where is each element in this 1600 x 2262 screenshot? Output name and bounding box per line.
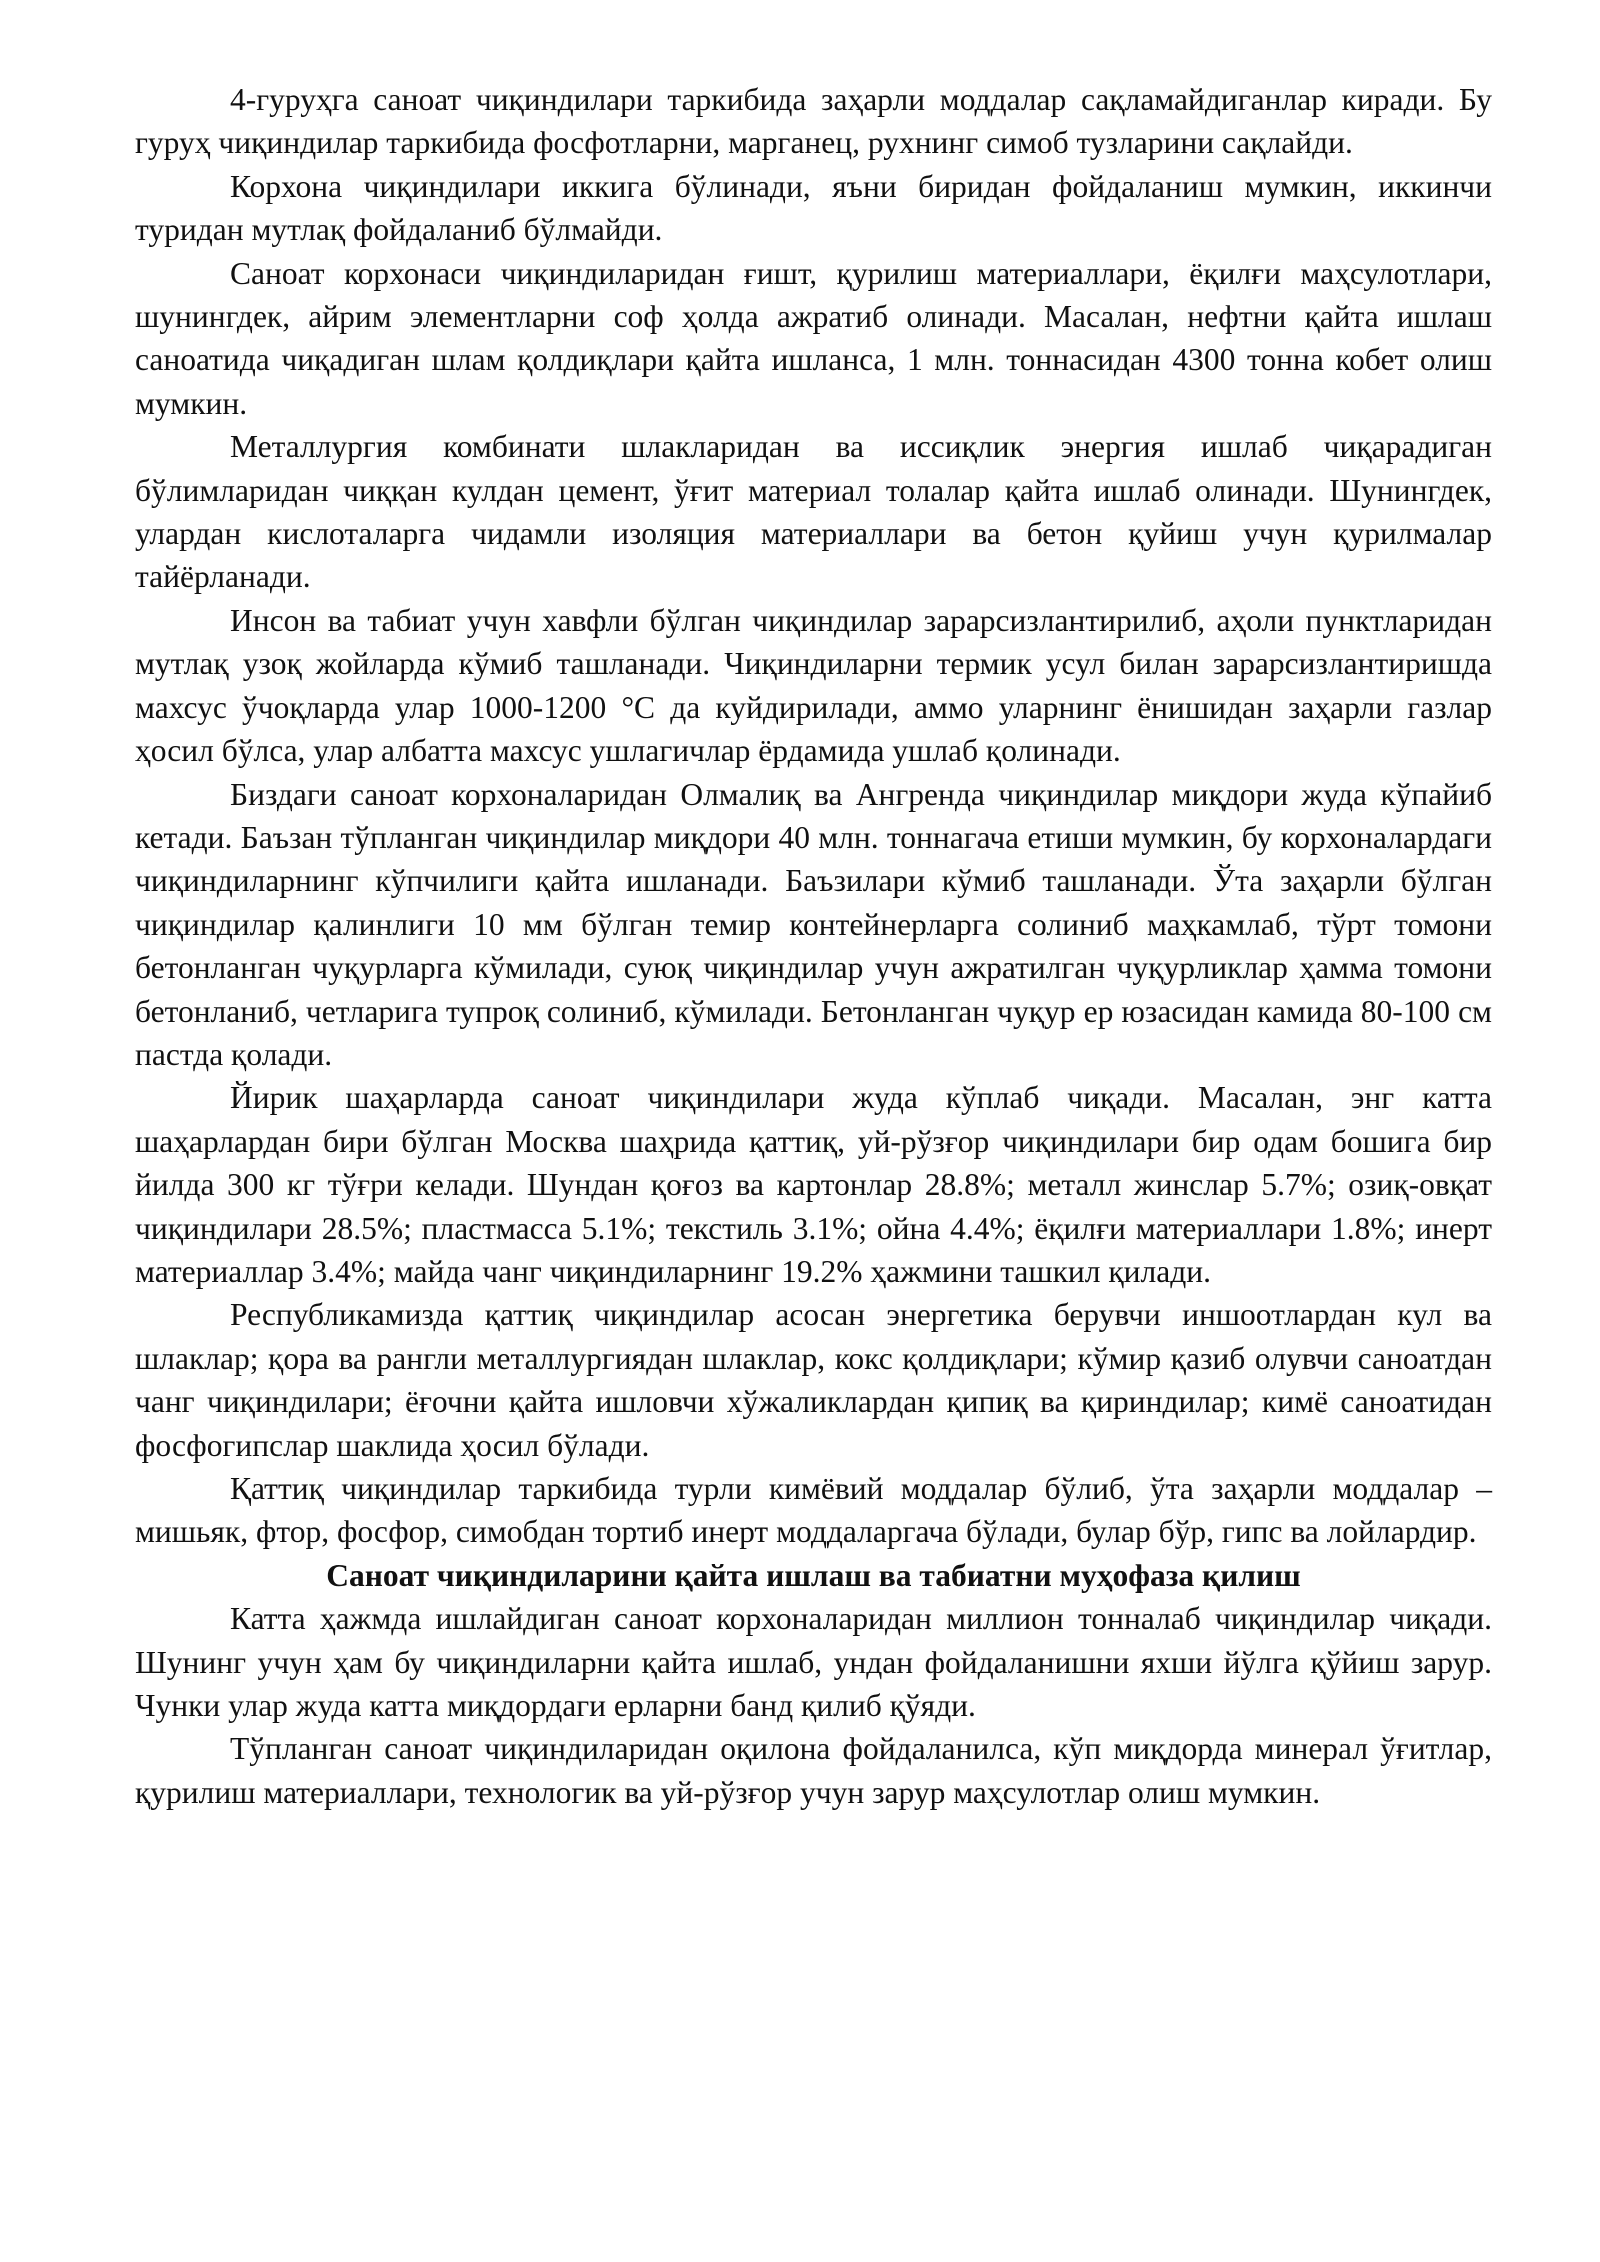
paragraph-almalyk-angren: Биздаги саноат корхоналаридан Олмалиқ ва Ангренда чиқиндилар миқдори жуда кўпайиб кетади. Баъзан тўпланган чиқиндилар миқдори 40 млн. тоннагача етиши мумкин, бу корхоналардаги чиқиндиларнинг кўпчилиги қайта ишланади. Баъзилари кўмиб ташланади. Ўта заҳарли бўлган чиқиндилар қалинлиги 10 мм бўлган темир контейнерларга солиниб маҳкамлаб, тўрт томони бетонланган чуқурларга кўмилади, суюқ чиқиндилар учун ажратилган чуқурликлар ҳамма томони бетонланиб, четларига тупроқ солиниб, кўмилади. Бетонланган чуқур ер юзасидан камида 80-100 см пастда қолади.	[135, 776, 1492, 1072]
document-page	[135, 78, 1492, 1814]
section-heading: Саноат чиқиндиларини қайта ишлаш ва табиатни муҳофаза қилиш	[326, 1557, 1301, 1593]
paragraph-city-waste: Йирик шаҳарларда саноат чиқиндилари жуда кўплаб чиқади. Масалан, энг катта шаҳарлардан бири бўлган Москва шаҳрида қаттиқ, уй-рўзғор чиқиндилари бир одам бошига бир йилда 300 кг тўғри келади. Шундан қоғоз ва картонлар 28.8%; металл жинслар 5.7%; озиқ-овқат чиқиндилари 28.5%; пластмасса 5.1%; текстиль 3.1%; ойна 4.4%; ёқилғи материаллари 1.8%; инерт материаллар 3.4%; майда чанг чиқиндиларнинг 19.2% ҳажмини ташкил қилади.	[135, 1080, 1492, 1289]
paragraph-rational-use: Тўпланган саноат чиқиндиларидан оқилона фойдаланилса, кўп миқдорда минерал ўғитлар, қурилиш материаллари, технологик ва уй-рўзғор учун зарур маҳсулотлар олиш мумкин.	[135, 1731, 1492, 1810]
paragraph-waste-reuse: Саноат корхонаси чиқиндиларидан ғишт, қурилиш материаллари, ёқилғи маҳсулотлари, шунингдек, айрим элементларни соф ҳолда ажратиб олинади. Масалан, нефтни қайта ишлаш саноатида чиқадиган шлам қолдиқлари қайта ишланса, 1 млн. тоннасидан 4300 тонна кобет олиш мумкин.	[135, 255, 1492, 421]
paragraph-large-enterprises: Катта ҳажмда ишлайдиган саноат корхоналаридан миллион тонналаб чиқиндилар чиқади. Шунинг учун ҳам бу чиқиндиларни қайта ишлаб, ундан фойдаланишни яхши йўлга қўйиш зарур. Чунки улар жуда катта миқдордаги ерларни банд қилиб қўяди.	[135, 1601, 1492, 1724]
paragraph-group-4-waste: 4-гуруҳга саноат чиқиндилари таркибида заҳарли моддалар сақламайдиганлар киради. Бу гуруҳ чиқиндилар таркибида фосфотларни, марганец, рухнинг симоб тузларини сақлайди.	[135, 82, 1492, 161]
paragraph-hazardous-disposal: Инсон ва табиат учун хавфли бўлган чиқиндилар зарарсизлантирилиб, аҳоли пунктларидан мутлақ узоқ жойларда кўмиб ташланади. Чиқиндиларни термик усул билан зарарсизлантиришда махсус ўчоқларда улар 1000-1200 °С да куйдирилади, аммо уларнинг ёнишидан заҳарли газлар ҳосил бўлса, улар албатта махсус ушлагичлар ёрдамида ушлаб қолинади.	[135, 602, 1492, 769]
paragraph-metallurgy-slag: Металлургия комбинати шлакларидан ва иссиқлик энергия ишлаб чиқарадиган бўлимларидан чиққан кулдан цемент, ўғит материал толалар қайта ишлаб олинади. Шунингдек, улардан кислоталарга чидамли изоляция материаллари ва бетон қуйиш учун қурилмалар тайёрланади.	[135, 429, 1492, 595]
paragraph-solid-waste-composition: Қаттиқ чиқиндилар таркибида турли кимёвий моддалар бўлиб, ўта заҳарли моддалар – мишьяк, фтор, фосфор, симобдан тортиб инерт моддаларгача бўлади, булар бўр, гипс ва лойлардир.	[135, 1471, 1492, 1550]
paragraph-waste-types: Корхона чиқиндилари иккига бўлинади, яъни биридан фойдаланиш мумкин, иккинчи туридан мутлақ фойдаланиб бўлмайди.	[135, 168, 1492, 248]
paragraph-republic-solid-waste: Республикамизда қаттиқ чиқиндилар асосан энергетика берувчи иншоотлардан кул ва шлаклар; қора ва рангли металлургиядан шлаклар, кокс қолдиқлари; кўмир қазиб олувчи саноатдан чанг чиқиндилари; ёғочни қайта ишловчи хўжаликлардан қипиқ ва қириндилар; кимё саноатидан фосфогипслар шаклида ҳосил бўлади.	[135, 1297, 1492, 1463]
